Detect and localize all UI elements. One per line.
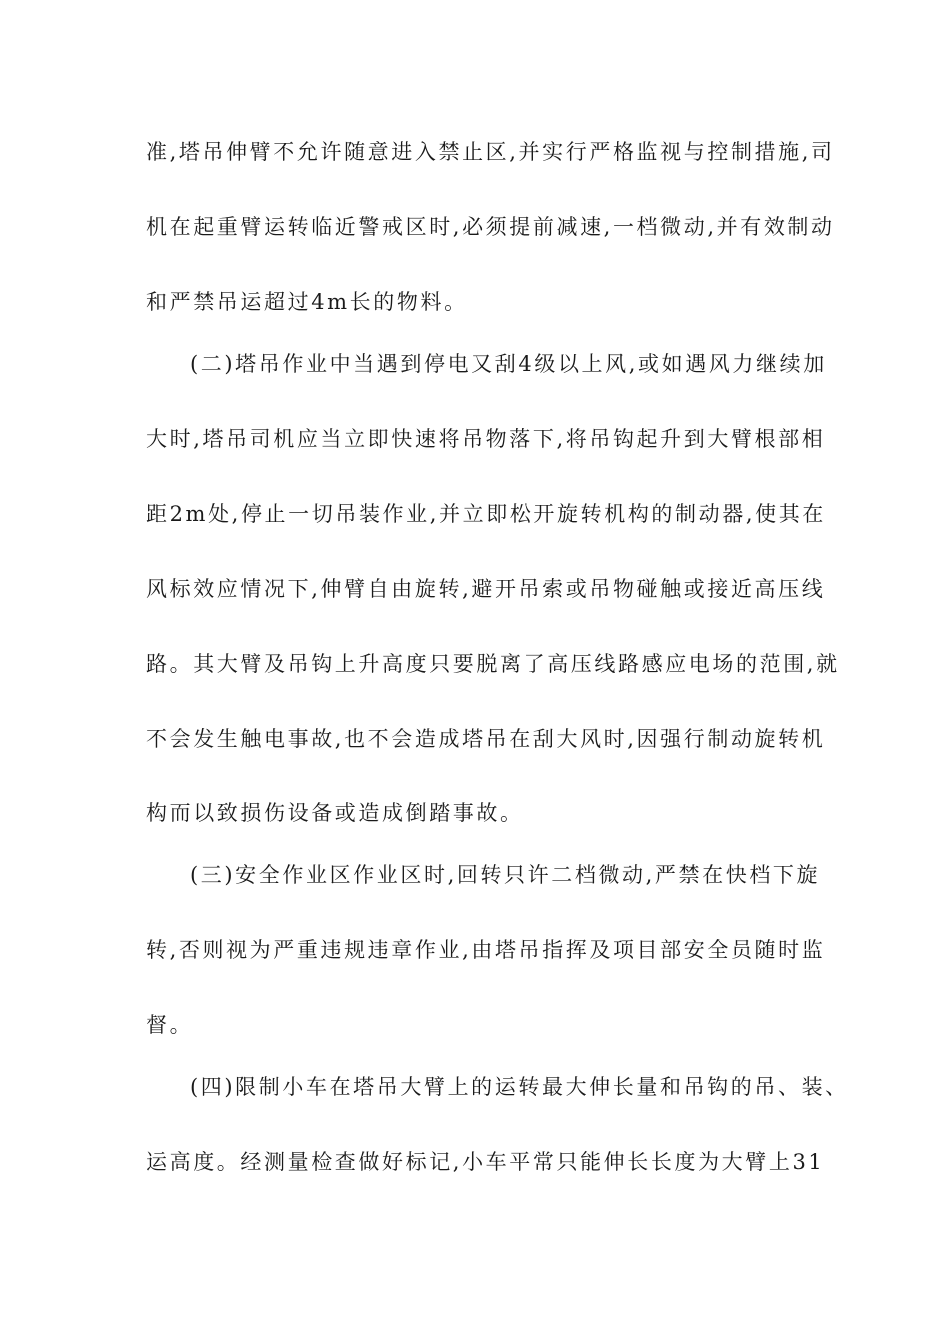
paragraph-line: 准,塔吊伸臂不允许随意进入禁止区,并实行严格监视与控制措施,司 bbox=[146, 140, 835, 164]
paragraph-line: 构而以致损伤设备或造成倒踏事故。 bbox=[146, 801, 524, 825]
paragraph-line: 路。其大臂及吊钩上升高度只要脱离了高压线路感应电场的范围,就 bbox=[146, 652, 840, 676]
paragraph-line: 转,否则视为严重违规违章作业,由塔吊指挥及项目部安全员随时监 bbox=[146, 938, 826, 962]
paragraph-line: 运高度。经测量检查做好标记,小车平常只能伸长长度为大臂上31 bbox=[146, 1150, 825, 1174]
paragraph-line: (四)限制小车在塔吊大臂上的运转最大伸长量和吊钩的吊、装、 bbox=[190, 1075, 849, 1099]
paragraph-line: 督。 bbox=[146, 1013, 194, 1037]
paragraph-line: 不会发生触电事故,也不会造成塔吊在刮大风时,因强行制动旋转机 bbox=[146, 727, 826, 751]
paragraph-line: (二)塔吊作业中当遇到停电又刮4级以上风,或如遇风力继续加 bbox=[190, 352, 827, 376]
paragraph-line: 大时,塔吊司机应当立即快速将吊物落下,将吊钩起升到大臂根部相 bbox=[146, 427, 826, 451]
paragraph-line: 风标效应情况下,伸臂自由旋转,避开吊索或吊物碰触或接近高压线 bbox=[146, 577, 826, 601]
paragraph-line: 距2m处,停止一切吊装作业,并立即松开旋转机构的制动器,使其在 bbox=[146, 502, 826, 526]
paragraph-line: 机在起重臂运转临近警戒区时,必须提前减速,一档微动,并有效制动 bbox=[146, 215, 835, 239]
paragraph-line: 和严禁吊运超过4m长的物料。 bbox=[146, 290, 468, 314]
paragraph-line: (三)安全作业区作业区时,回转只许二档微动,严禁在快档下旋 bbox=[190, 863, 821, 887]
